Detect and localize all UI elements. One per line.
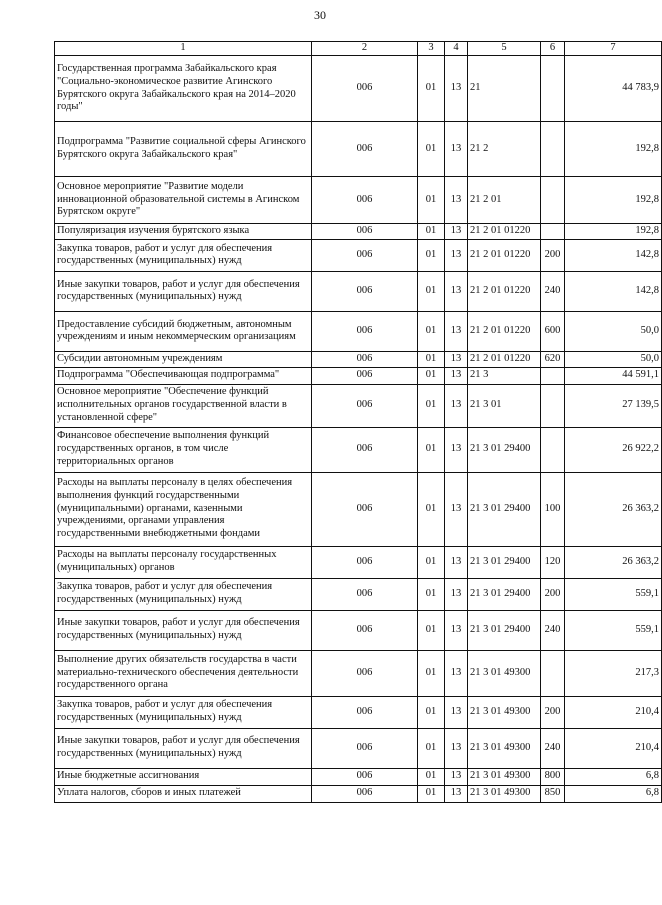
row-expense-type-code — [541, 56, 565, 122]
row-name: Уплата налогов, сборов и иных платежей — [55, 785, 312, 802]
row-admin-code: 006 — [312, 224, 418, 240]
row-expense-type-code — [541, 384, 565, 427]
row-target-code: 21 2 01 01220 — [468, 224, 541, 240]
row-expense-type-code: 620 — [541, 351, 565, 367]
row-target-code: 21 3 01 29400 — [468, 472, 541, 546]
row-amount: 26 922,2 — [565, 427, 662, 472]
row-target-code: 21 3 01 29400 — [468, 578, 541, 610]
row-amount: 192,8 — [565, 224, 662, 240]
row-admin-code: 006 — [312, 384, 418, 427]
table-row — [55, 578, 662, 610]
row-subsection-code: 13 — [445, 696, 468, 728]
row-section-code: 01 — [418, 311, 445, 351]
column-number: 2 — [312, 42, 418, 56]
row-admin-code: 006 — [312, 696, 418, 728]
row-target-code: 21 3 01 49300 — [468, 696, 541, 728]
table-row — [55, 311, 662, 351]
row-admin-code: 006 — [312, 239, 418, 271]
row-expense-type-code: 200 — [541, 578, 565, 610]
table-body — [55, 56, 662, 803]
table-row — [55, 768, 662, 785]
row-section-code: 01 — [418, 785, 445, 802]
row-admin-code: 006 — [312, 56, 418, 122]
row-target-code: 21 2 01 — [468, 177, 541, 224]
row-target-code: 21 3 01 29400 — [468, 610, 541, 650]
row-name: Иные закупки товаров, работ и услуг для обеспечения государственных (муниципальных) нужд — [55, 271, 312, 311]
row-section-code: 01 — [418, 578, 445, 610]
row-name: Расходы на выплаты персоналу в целях обеспечения выполнения функций государственными (муниципальными) органами, казенными учреждениями, органами управления государственными внебюджетными фондами — [55, 472, 312, 546]
row-amount: 50,0 — [565, 311, 662, 351]
row-name: Популяризация изучения бурятского языка — [55, 224, 312, 240]
row-expense-type-code — [541, 224, 565, 240]
row-admin-code: 006 — [312, 546, 418, 578]
row-expense-type-code: 600 — [541, 311, 565, 351]
row-subsection-code: 13 — [445, 271, 468, 311]
row-name: Закупка товаров, работ и услуг для обеспечения государственных (муниципальных) нужд — [55, 239, 312, 271]
row-target-code: 21 2 01 01220 — [468, 311, 541, 351]
row-name: Закупка товаров, работ и услуг для обеспечения государственных (муниципальных) нужд — [55, 578, 312, 610]
row-admin-code: 006 — [312, 122, 418, 177]
row-expense-type-code: 850 — [541, 785, 565, 802]
row-expense-type-code: 200 — [541, 239, 565, 271]
row-expense-type-code — [541, 122, 565, 177]
table-row — [55, 351, 662, 367]
row-expense-type-code — [541, 177, 565, 224]
row-section-code: 01 — [418, 427, 445, 472]
row-subsection-code: 13 — [445, 610, 468, 650]
row-target-code: 21 — [468, 56, 541, 122]
row-subsection-code: 13 — [445, 728, 468, 768]
table-row — [55, 271, 662, 311]
column-number: 3 — [418, 42, 445, 56]
row-expense-type-code: 800 — [541, 768, 565, 785]
row-name: Подпрограмма "Обеспечивающая подпрограмма" — [55, 367, 312, 384]
row-amount: 192,8 — [565, 122, 662, 177]
table-row — [55, 785, 662, 802]
row-amount: 142,8 — [565, 239, 662, 271]
row-section-code: 01 — [418, 351, 445, 367]
column-number: 5 — [468, 42, 541, 56]
row-section-code: 01 — [418, 384, 445, 427]
row-expense-type-code — [541, 367, 565, 384]
row-name: Закупка товаров, работ и услуг для обеспечения государственных (муниципальных) нужд — [55, 696, 312, 728]
row-amount: 44 783,9 — [565, 56, 662, 122]
row-section-code: 01 — [418, 239, 445, 271]
row-section-code: 01 — [418, 122, 445, 177]
row-name: Иные закупки товаров, работ и услуг для обеспечения государственных (муниципальных) нужд — [55, 610, 312, 650]
row-name: Основное мероприятие "Обеспечение функций исполнительных органов государственной власти в установленной сфере" — [55, 384, 312, 427]
row-admin-code: 006 — [312, 768, 418, 785]
column-number: 7 — [565, 42, 662, 56]
table-row — [55, 224, 662, 240]
row-target-code: 21 3 01 49300 — [468, 768, 541, 785]
row-subsection-code: 13 — [445, 311, 468, 351]
row-admin-code: 006 — [312, 610, 418, 650]
row-admin-code: 006 — [312, 271, 418, 311]
table-row — [55, 696, 662, 728]
row-expense-type-code: 240 — [541, 271, 565, 311]
row-section-code: 01 — [418, 224, 445, 240]
table-row — [55, 472, 662, 546]
row-subsection-code: 13 — [445, 650, 468, 696]
row-subsection-code: 13 — [445, 384, 468, 427]
table-row — [55, 367, 662, 384]
column-number: 6 — [541, 42, 565, 56]
row-name: Государственная программа Забайкальского края "Социально-экономическое развитие Агинского Бурятского округа Забайкальского края на 2014–2020 годы" — [55, 56, 312, 122]
row-section-code: 01 — [418, 56, 445, 122]
row-section-code: 01 — [418, 367, 445, 384]
row-expense-type-code — [541, 427, 565, 472]
row-section-code: 01 — [418, 650, 445, 696]
row-section-code: 01 — [418, 768, 445, 785]
row-name: Субсидии автономным учреждениям — [55, 351, 312, 367]
table-row — [55, 384, 662, 427]
row-amount: 6,8 — [565, 768, 662, 785]
table-row — [55, 239, 662, 271]
row-name: Подпрограмма "Развитие социальной сферы Агинского Бурятского округа Забайкальского края" — [55, 122, 312, 177]
row-subsection-code: 13 — [445, 785, 468, 802]
row-subsection-code: 13 — [445, 427, 468, 472]
row-target-code: 21 3 01 49300 — [468, 785, 541, 802]
row-expense-type-code: 240 — [541, 728, 565, 768]
table-row — [55, 427, 662, 472]
row-section-code: 01 — [418, 177, 445, 224]
row-section-code: 01 — [418, 610, 445, 650]
row-admin-code: 006 — [312, 728, 418, 768]
row-subsection-code: 13 — [445, 472, 468, 546]
row-amount: 210,4 — [565, 696, 662, 728]
row-name: Иные бюджетные ассигнования — [55, 768, 312, 785]
row-target-code: 21 3 01 49300 — [468, 650, 541, 696]
row-name: Расходы на выплаты персоналу государственных (муниципальных) органов — [55, 546, 312, 578]
row-admin-code: 006 — [312, 351, 418, 367]
row-amount: 559,1 — [565, 610, 662, 650]
row-subsection-code: 13 — [445, 367, 468, 384]
table-row — [55, 546, 662, 578]
table-row — [55, 122, 662, 177]
row-subsection-code: 13 — [445, 56, 468, 122]
row-expense-type-code: 200 — [541, 696, 565, 728]
row-subsection-code: 13 — [445, 239, 468, 271]
page-number: 30 — [314, 8, 326, 22]
row-target-code: 21 3 01 29400 — [468, 546, 541, 578]
row-target-code: 21 3 01 49300 — [468, 728, 541, 768]
row-amount: 26 363,2 — [565, 472, 662, 546]
row-subsection-code: 13 — [445, 177, 468, 224]
row-admin-code: 006 — [312, 472, 418, 546]
row-admin-code: 006 — [312, 578, 418, 610]
row-target-code: 21 3 01 — [468, 384, 541, 427]
row-amount: 192,8 — [565, 177, 662, 224]
table-row — [55, 56, 662, 122]
row-expense-type-code: 120 — [541, 546, 565, 578]
row-section-code: 01 — [418, 472, 445, 546]
column-number: 1 — [55, 42, 312, 56]
row-amount: 559,1 — [565, 578, 662, 610]
row-subsection-code: 13 — [445, 768, 468, 785]
row-amount: 27 139,5 — [565, 384, 662, 427]
row-target-code: 21 2 — [468, 122, 541, 177]
row-name: Основное мероприятие "Развитие модели инновационной образовательной системы в Агинском Бурятском округе" — [55, 177, 312, 224]
table-row — [55, 728, 662, 768]
row-target-code: 21 3 — [468, 367, 541, 384]
column-number: 4 — [445, 42, 468, 56]
row-subsection-code: 13 — [445, 578, 468, 610]
row-name: Выполнение других обязательств государства в части материально-технического обеспечения деятельности государственного органа — [55, 650, 312, 696]
row-amount: 217,3 — [565, 650, 662, 696]
row-admin-code: 006 — [312, 785, 418, 802]
row-subsection-code: 13 — [445, 546, 468, 578]
row-subsection-code: 13 — [445, 351, 468, 367]
row-name: Предоставление субсидий бюджетным, автономным учреждениям и иным некоммерческим организациям — [55, 311, 312, 351]
row-subsection-code: 13 — [445, 122, 468, 177]
row-section-code: 01 — [418, 728, 445, 768]
row-amount: 6,8 — [565, 785, 662, 802]
row-admin-code: 006 — [312, 311, 418, 351]
row-section-code: 01 — [418, 271, 445, 311]
table-row — [55, 650, 662, 696]
row-expense-type-code: 240 — [541, 610, 565, 650]
row-expense-type-code: 100 — [541, 472, 565, 546]
row-admin-code: 006 — [312, 427, 418, 472]
row-amount: 44 591,1 — [565, 367, 662, 384]
row-name: Финансовое обеспечение выполнения функций государственных органов, в том числе территориальных органов — [55, 427, 312, 472]
row-amount: 26 363,2 — [565, 546, 662, 578]
row-expense-type-code — [541, 650, 565, 696]
row-subsection-code: 13 — [445, 224, 468, 240]
row-amount: 210,4 — [565, 728, 662, 768]
budget-table — [54, 41, 662, 803]
row-target-code: 21 2 01 01220 — [468, 271, 541, 311]
table-row — [55, 610, 662, 650]
row-admin-code: 006 — [312, 177, 418, 224]
row-admin-code: 006 — [312, 650, 418, 696]
row-admin-code: 006 — [312, 367, 418, 384]
row-name: Иные закупки товаров, работ и услуг для обеспечения государственных (муниципальных) нужд — [55, 728, 312, 768]
row-section-code: 01 — [418, 546, 445, 578]
row-target-code: 21 3 01 29400 — [468, 427, 541, 472]
column-number-row — [55, 42, 662, 56]
table-row — [55, 177, 662, 224]
row-target-code: 21 2 01 01220 — [468, 351, 541, 367]
row-target-code: 21 2 01 01220 — [468, 239, 541, 271]
row-section-code: 01 — [418, 696, 445, 728]
row-amount: 50,0 — [565, 351, 662, 367]
row-amount: 142,8 — [565, 271, 662, 311]
